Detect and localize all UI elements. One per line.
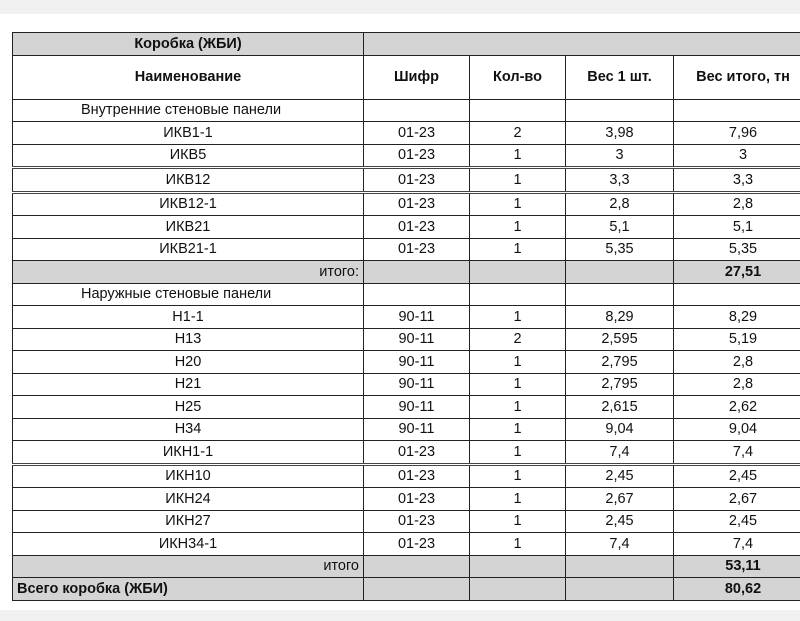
cell-empty[interactable]: [470, 261, 566, 284]
cell-name[interactable]: ИКН1-1: [13, 441, 364, 465]
header-name[interactable]: Наименование: [13, 55, 364, 99]
spreadsheet-sheet: [0, 14, 800, 610]
cell-code[interactable]: 01-23: [364, 144, 470, 168]
cell-qty[interactable]: 1: [470, 351, 566, 374]
cell-total-weight[interactable]: 5,19: [674, 328, 800, 351]
cell-name[interactable]: ИКН27: [13, 510, 364, 533]
cell-name[interactable]: Н25: [13, 396, 364, 419]
cell-name[interactable]: Н21: [13, 373, 364, 396]
cell-empty[interactable]: [674, 99, 800, 122]
table-title[interactable]: Коробка (ЖБИ): [13, 33, 364, 56]
cell-name[interactable]: ИКВ1-1: [13, 122, 364, 145]
cell-total-weight[interactable]: 3: [674, 144, 800, 168]
cell-name[interactable]: Н20: [13, 351, 364, 374]
cell-total-weight[interactable]: 8,29: [674, 306, 800, 329]
cell-qty[interactable]: 1: [470, 373, 566, 396]
table-row: [13, 306, 800, 329]
cell-qty[interactable]: 1: [470, 168, 566, 193]
cell-qty[interactable]: 2: [470, 328, 566, 351]
cell-code[interactable]: 90-11: [364, 418, 470, 441]
cell-empty[interactable]: [470, 555, 566, 578]
cell-unit-weight[interactable]: 2,615: [566, 396, 674, 419]
cell-total-weight[interactable]: 2,8: [674, 351, 800, 374]
table-row: [13, 373, 800, 396]
cell-code[interactable]: 90-11: [364, 396, 470, 419]
cell-total-weight[interactable]: 7,96: [674, 122, 800, 145]
table-row: [13, 122, 800, 145]
cell-code[interactable]: 90-11: [364, 306, 470, 329]
cell-unit-weight[interactable]: 8,29: [566, 306, 674, 329]
cell-total-weight[interactable]: 2,8: [674, 373, 800, 396]
subtotal-label[interactable]: итого: [13, 555, 364, 578]
cell-qty[interactable]: 1: [470, 441, 566, 465]
table-row: [13, 216, 800, 239]
cell-name[interactable]: Н1-1: [13, 306, 364, 329]
cell-name[interactable]: ИКН24: [13, 488, 364, 511]
cell-qty[interactable]: 1: [470, 464, 566, 488]
cell-qty[interactable]: 1: [470, 418, 566, 441]
table-row: [13, 464, 800, 488]
cell-code[interactable]: 90-11: [364, 328, 470, 351]
cell-unit-weight[interactable]: 2,67: [566, 488, 674, 511]
cell-total-weight[interactable]: 5,1: [674, 216, 800, 239]
cell-total-weight[interactable]: 2,8: [674, 192, 800, 216]
cell-unit-weight[interactable]: 3,3: [566, 168, 674, 193]
cell-qty[interactable]: 1: [470, 306, 566, 329]
cell-empty[interactable]: [566, 555, 674, 578]
cell-qty[interactable]: 1: [470, 533, 566, 556]
header-qty[interactable]: Кол-во: [470, 55, 566, 99]
table-row: [13, 418, 800, 441]
cell-empty[interactable]: [364, 555, 470, 578]
cell-unit-weight[interactable]: 2,8: [566, 192, 674, 216]
cell-code[interactable]: 01-23: [364, 216, 470, 239]
table-row: [13, 192, 800, 216]
cell-code[interactable]: 01-23: [364, 122, 470, 145]
cell-name[interactable]: ИКВ12-1: [13, 192, 364, 216]
cell-code[interactable]: 01-23: [364, 238, 470, 261]
cell-name[interactable]: ИКВ5: [13, 144, 364, 168]
cell-unit-weight[interactable]: 2,45: [566, 464, 674, 488]
table-row: [13, 328, 800, 351]
table-row: [13, 351, 800, 374]
title-row-filler[interactable]: [364, 33, 800, 56]
table-row: [13, 510, 800, 533]
cell-empty[interactable]: [566, 283, 674, 306]
section-row-internal: [13, 99, 800, 122]
header-code[interactable]: Шифр: [364, 55, 470, 99]
cell-unit-weight[interactable]: 3,98: [566, 122, 674, 145]
cell-code[interactable]: 01-23: [364, 488, 470, 511]
table-row: [13, 144, 800, 168]
cell-unit-weight[interactable]: 2,45: [566, 510, 674, 533]
cell-qty[interactable]: 1: [470, 396, 566, 419]
section-label[interactable]: Внутренние стеновые панели: [13, 99, 364, 122]
cell-total-weight[interactable]: 2,67: [674, 488, 800, 511]
grand-total-value[interactable]: 80,62: [674, 578, 800, 601]
cell-empty[interactable]: [364, 261, 470, 284]
cell-name[interactable]: ИКН34-1: [13, 533, 364, 556]
subtotal-label[interactable]: итого:: [13, 261, 364, 284]
cell-unit-weight[interactable]: 7,4: [566, 533, 674, 556]
cell-unit-weight[interactable]: 9,04: [566, 418, 674, 441]
subtotal-row-internal: [13, 261, 800, 284]
cell-total-weight[interactable]: 5,35: [674, 238, 800, 261]
cell-code[interactable]: 01-23: [364, 464, 470, 488]
cell-qty[interactable]: 1: [470, 488, 566, 511]
table-row: [13, 488, 800, 511]
table-row: [13, 168, 800, 193]
cell-total-weight[interactable]: 3,3: [674, 168, 800, 193]
section-row-external: [13, 283, 800, 306]
cell-code[interactable]: 90-11: [364, 373, 470, 396]
cell-unit-weight[interactable]: 7,4: [566, 441, 674, 465]
subtotal-row-external: [13, 555, 800, 578]
header-total-weight[interactable]: Вес итого, тн: [674, 55, 800, 99]
cell-qty[interactable]: 1: [470, 510, 566, 533]
title-row: [13, 33, 800, 56]
cell-total-weight[interactable]: 2,62: [674, 396, 800, 419]
cell-unit-weight[interactable]: 5,35: [566, 238, 674, 261]
grand-total-row: [13, 578, 800, 601]
section-label[interactable]: Наружные стеновые панели: [13, 283, 364, 306]
cell-empty[interactable]: [674, 283, 800, 306]
cell-total-weight[interactable]: 7,4: [674, 441, 800, 465]
cell-empty[interactable]: [364, 283, 470, 306]
cell-qty[interactable]: 2: [470, 122, 566, 145]
weights-table: [12, 32, 800, 601]
cell-empty[interactable]: [470, 99, 566, 122]
cell-empty[interactable]: [470, 283, 566, 306]
cell-empty[interactable]: [566, 578, 674, 601]
cell-unit-weight[interactable]: 3: [566, 144, 674, 168]
cell-unit-weight[interactable]: 2,795: [566, 351, 674, 374]
cell-empty[interactable]: [470, 578, 566, 601]
cell-total-weight[interactable]: 7,4: [674, 533, 800, 556]
cell-name[interactable]: ИКВ21-1: [13, 238, 364, 261]
grand-total-label[interactable]: Всего коробка (ЖБИ): [13, 578, 364, 601]
cell-empty[interactable]: [364, 578, 470, 601]
cell-name[interactable]: ИКВ12: [13, 168, 364, 193]
cell-name[interactable]: ИКВ21: [13, 216, 364, 239]
cell-code[interactable]: 01-23: [364, 168, 470, 193]
cell-name[interactable]: Н13: [13, 328, 364, 351]
cell-empty[interactable]: [566, 99, 674, 122]
cell-empty[interactable]: [364, 99, 470, 122]
subtotal-value[interactable]: 53,11: [674, 555, 800, 578]
cell-code[interactable]: 01-23: [364, 441, 470, 465]
header-unit-weight[interactable]: Вес 1 шт.: [566, 55, 674, 99]
cell-code[interactable]: 01-23: [364, 510, 470, 533]
table-row: [13, 396, 800, 419]
cell-total-weight[interactable]: 9,04: [674, 418, 800, 441]
cell-total-weight[interactable]: 2,45: [674, 510, 800, 533]
cell-empty[interactable]: [566, 261, 674, 284]
cell-total-weight[interactable]: 2,45: [674, 464, 800, 488]
cell-unit-weight[interactable]: 2,595: [566, 328, 674, 351]
cell-code[interactable]: 01-23: [364, 192, 470, 216]
cell-code[interactable]: 01-23: [364, 533, 470, 556]
cell-unit-weight[interactable]: 2,795: [566, 373, 674, 396]
cell-qty[interactable]: 1: [470, 144, 566, 168]
cell-name[interactable]: Н34: [13, 418, 364, 441]
cell-code[interactable]: 90-11: [364, 351, 470, 374]
cell-qty[interactable]: 1: [470, 192, 566, 216]
table-row: [13, 238, 800, 261]
header-row: [13, 55, 800, 99]
cell-unit-weight[interactable]: 5,1: [566, 216, 674, 239]
table-row: [13, 441, 800, 465]
subtotal-value[interactable]: 27,51: [674, 261, 800, 284]
cell-name[interactable]: ИКН10: [13, 464, 364, 488]
cell-qty[interactable]: 1: [470, 238, 566, 261]
cell-qty[interactable]: 1: [470, 216, 566, 239]
table-row: [13, 533, 800, 556]
